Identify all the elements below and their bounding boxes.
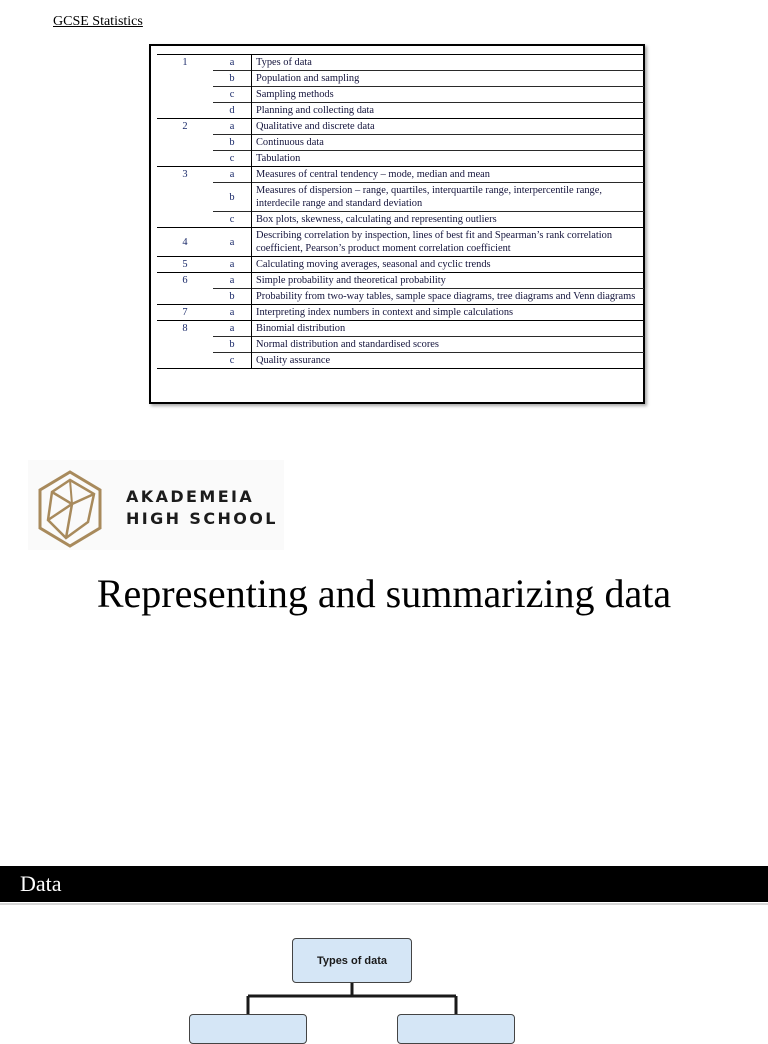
syllabus-subtopic-description: Measures of central tendency – mode, median and mean — [252, 167, 645, 183]
syllabus-subtopic-description: Sampling methods — [252, 87, 645, 103]
syllabus-subtopic-letter: a — [213, 119, 252, 135]
syllabus-topic-number — [157, 212, 213, 228]
syllabus-row — [157, 87, 644, 103]
syllabus-topic-number: 8 — [157, 321, 213, 337]
syllabus-subtopic-letter: d — [213, 103, 252, 119]
syllabus-topic-number — [157, 289, 213, 305]
syllabus-topic-number — [157, 353, 213, 369]
syllabus-topic-number — [157, 183, 213, 212]
syllabus-subtopic-description: Quality assurance — [252, 353, 645, 369]
syllabus-subtopic-description: Box plots, skewness, calculating and representing outliers — [252, 212, 645, 228]
diagram-node-right — [397, 1014, 515, 1044]
syllabus-subtopic-description: Continuous data — [252, 135, 645, 151]
syllabus-subtopic-letter: c — [213, 151, 252, 167]
syllabus-table — [157, 54, 644, 369]
syllabus-subtopic-letter: a — [213, 228, 252, 257]
syllabus-row — [157, 228, 644, 257]
syllabus-subtopic-letter: a — [213, 305, 252, 321]
syllabus-row — [157, 212, 644, 228]
syllabus-topic-number — [157, 135, 213, 151]
syllabus-subtopic-letter: b — [213, 183, 252, 212]
syllabus-subtopic-description: Describing correlation by inspection, lines of best fit and Spearman’s rank correlation coefficient, Pearson’s product moment correlation coefficient — [252, 228, 645, 257]
syllabus-subtopic-letter: a — [213, 273, 252, 289]
logo-line-1: AKADEMEIA — [126, 487, 255, 506]
syllabus-subtopic-description: Normal distribution and standardised scores — [252, 337, 645, 353]
syllabus-topic-number — [157, 337, 213, 353]
logo-line-2: HIGH SCHOOL — [126, 509, 278, 528]
syllabus-row — [157, 103, 644, 119]
akademeia-emblem-icon — [36, 470, 104, 548]
syllabus-row — [157, 119, 644, 135]
syllabus-topic-number: 2 — [157, 119, 213, 135]
syllabus-topic-number: 5 — [157, 257, 213, 273]
syllabus-subtopic-description: Planning and collecting data — [252, 103, 645, 119]
slide-title: Representing and summarizing data — [96, 571, 672, 616]
syllabus-subtopic-description: Interpreting index numbers in context and simple calculations — [252, 305, 645, 321]
syllabus-topic-number — [157, 71, 213, 87]
logo-wordmark — [126, 486, 278, 530]
syllabus-topic-number — [157, 87, 213, 103]
syllabus-topic-number — [157, 103, 213, 119]
syllabus-row — [157, 353, 644, 369]
syllabus-row — [157, 167, 644, 183]
syllabus-row — [157, 135, 644, 151]
section-title: Data — [20, 871, 62, 896]
syllabus-subtopic-letter: b — [213, 337, 252, 353]
syllabus-row — [157, 71, 644, 87]
syllabus-subtopic-description: Tabulation — [252, 151, 645, 167]
syllabus-subtopic-letter: c — [213, 212, 252, 228]
syllabus-subtopic-letter: b — [213, 135, 252, 151]
syllabus-topic-number: 6 — [157, 273, 213, 289]
syllabus-row — [157, 151, 644, 167]
section-header-bar — [0, 866, 768, 902]
diagram-node-root: Types of data — [292, 938, 412, 983]
header-link-gcse-statistics[interactable]: GCSE Statistics — [53, 14, 143, 29]
syllabus-topic-number: 3 — [157, 167, 213, 183]
syllabus-topic-number: 7 — [157, 305, 213, 321]
syllabus-subtopic-description: Measures of dispersion – range, quartiles, interquartile range, interpercentile range, interdecile range and standard deviation — [252, 183, 645, 212]
syllabus-subtopic-description: Qualitative and discrete data — [252, 119, 645, 135]
syllabus-topic-number: 1 — [157, 55, 213, 71]
syllabus-subtopic-letter: a — [213, 55, 252, 71]
section-divider — [0, 903, 768, 905]
syllabus-row — [157, 305, 644, 321]
diagram-node-left — [189, 1014, 307, 1044]
syllabus-row — [157, 183, 644, 212]
syllabus-subtopic-letter: a — [213, 257, 252, 273]
school-logo — [28, 460, 284, 550]
syllabus-subtopic-description: Binomial distribution — [252, 321, 645, 337]
syllabus-subtopic-description: Probability from two-way tables, sample space diagrams, tree diagrams and Venn diagrams — [252, 289, 645, 305]
syllabus-topic-number: 4 — [157, 228, 213, 257]
syllabus-table-image — [149, 44, 645, 404]
syllabus-subtopic-letter: b — [213, 289, 252, 305]
syllabus-row — [157, 289, 644, 305]
syllabus-row — [157, 55, 644, 71]
syllabus-subtopic-letter: a — [213, 321, 252, 337]
types-of-data-diagram — [0, 930, 768, 1024]
syllabus-subtopic-letter: c — [213, 353, 252, 369]
syllabus-subtopic-description: Population and sampling — [252, 71, 645, 87]
syllabus-subtopic-letter: a — [213, 167, 252, 183]
syllabus-topic-number — [157, 151, 213, 167]
syllabus-subtopic-letter: c — [213, 87, 252, 103]
syllabus-subtopic-description: Calculating moving averages, seasonal and cyclic trends — [252, 257, 645, 273]
syllabus-row — [157, 273, 644, 289]
syllabus-row — [157, 321, 644, 337]
syllabus-row — [157, 337, 644, 353]
syllabus-subtopic-description: Simple probability and theoretical probability — [252, 273, 645, 289]
syllabus-subtopic-description: Types of data — [252, 55, 645, 71]
syllabus-row — [157, 257, 644, 273]
syllabus-subtopic-letter: b — [213, 71, 252, 87]
